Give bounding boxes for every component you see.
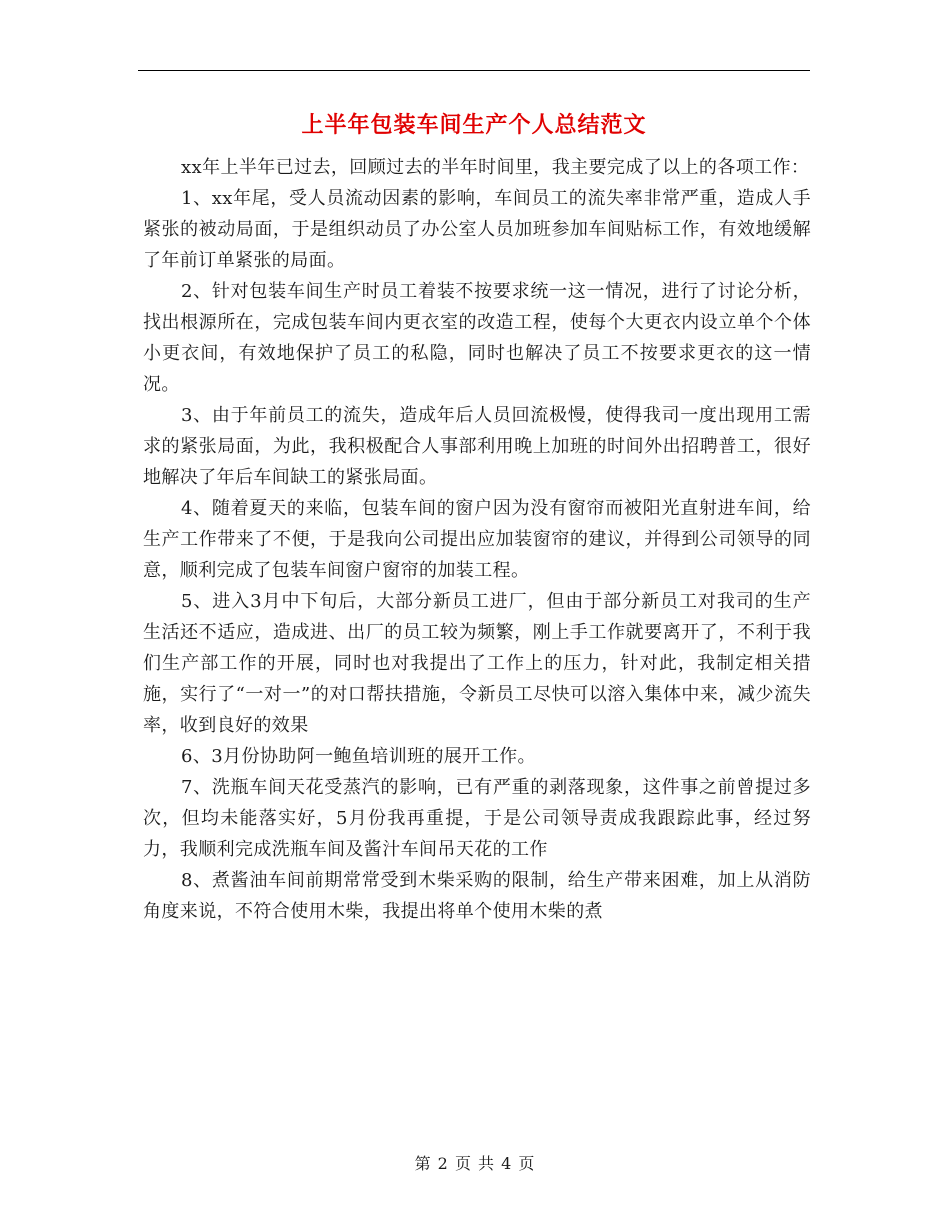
document-body <box>143 152 811 927</box>
paragraph-item-6: 6、3月份协助阿一鲍鱼培训班的展开工作。 <box>181 746 536 767</box>
paragraph-item-5: 5、进入3月中下旬后，大部分新员工进厂，但由于部分新员工对我司的生产生活还不适应，造成进、出厂的员工较为频繁，刚上手工作就要离开了，不利于我们生产部工作的开展，同时也对我提出了工作上的压力，针对此，我制定相关措施，实行了“一对一”的对口帮扶措施，令新员工尽快可以溶入集体中来，减少流失率，收到良好的效果 <box>143 591 811 736</box>
page-number-footer: 第 2 页 共 4 页 <box>414 1154 536 1173</box>
header-rule <box>138 70 810 71</box>
paragraph-item-7: 7、洗瓶车间天花受蒸汽的影响，已有严重的剥落现象，这件事之前曾提过多次，但均未能落实好，5月份我再重提，于是公司领导责成我跟踪此事，经过努力，我顺利完成洗瓶车间及酱汁车间吊天花的工作 <box>143 777 811 860</box>
document-title: 上半年包装车间生产个人总结范文 <box>301 113 647 138</box>
paragraph-item-3: 3、由于年前员工的流失，造成年后人员回流极慢，使得我司一度出现用工需求的紧张局面，为此，我积极配合人事部利用晚上加班的时间外出招聘普工，很好地解决了年后车间缺工的紧张局面。 <box>143 405 811 488</box>
paragraph-item-8: 8、煮酱油车间前期常常受到木柴采购的限制，给生产带来困难，加上从消防角度来说，不符合使用木柴，我提出将单个使用木柴的煮 <box>143 870 811 922</box>
paragraph-item-4: 4、随着夏天的来临，包装车间的窗户因为没有窗帘而被阳光直射进车间，给生产工作带来了不便，于是我向公司提出应加装窗帘的建议，并得到公司领导的同意，顺利完成了包装车间窗户窗帘的加装工程。 <box>143 498 811 581</box>
paragraph-item-1: 1、xx年尾，受人员流动因素的影响，车间员工的流失率非常严重，造成人手紧张的被动局面，于是组织动员了办公室人员加班参加车间贴标工作，有效地缓解了年前订单紧张的局面。 <box>143 188 811 271</box>
paragraph-intro: xx年上半年已过去，回顾过去的半年时间里，我主要完成了以上的各项工作： <box>181 157 810 178</box>
paragraph-item-2: 2、针对包装车间生产时员工着装不按要求统一这一情况，进行了讨论分析，找出根源所在，完成包装车间内更衣室的改造工程，使每个大更衣内设立单个个体小更衣间，有效地保护了员工的私隐，同时也解决了员工不按要求更衣的这一情况。 <box>143 281 811 395</box>
